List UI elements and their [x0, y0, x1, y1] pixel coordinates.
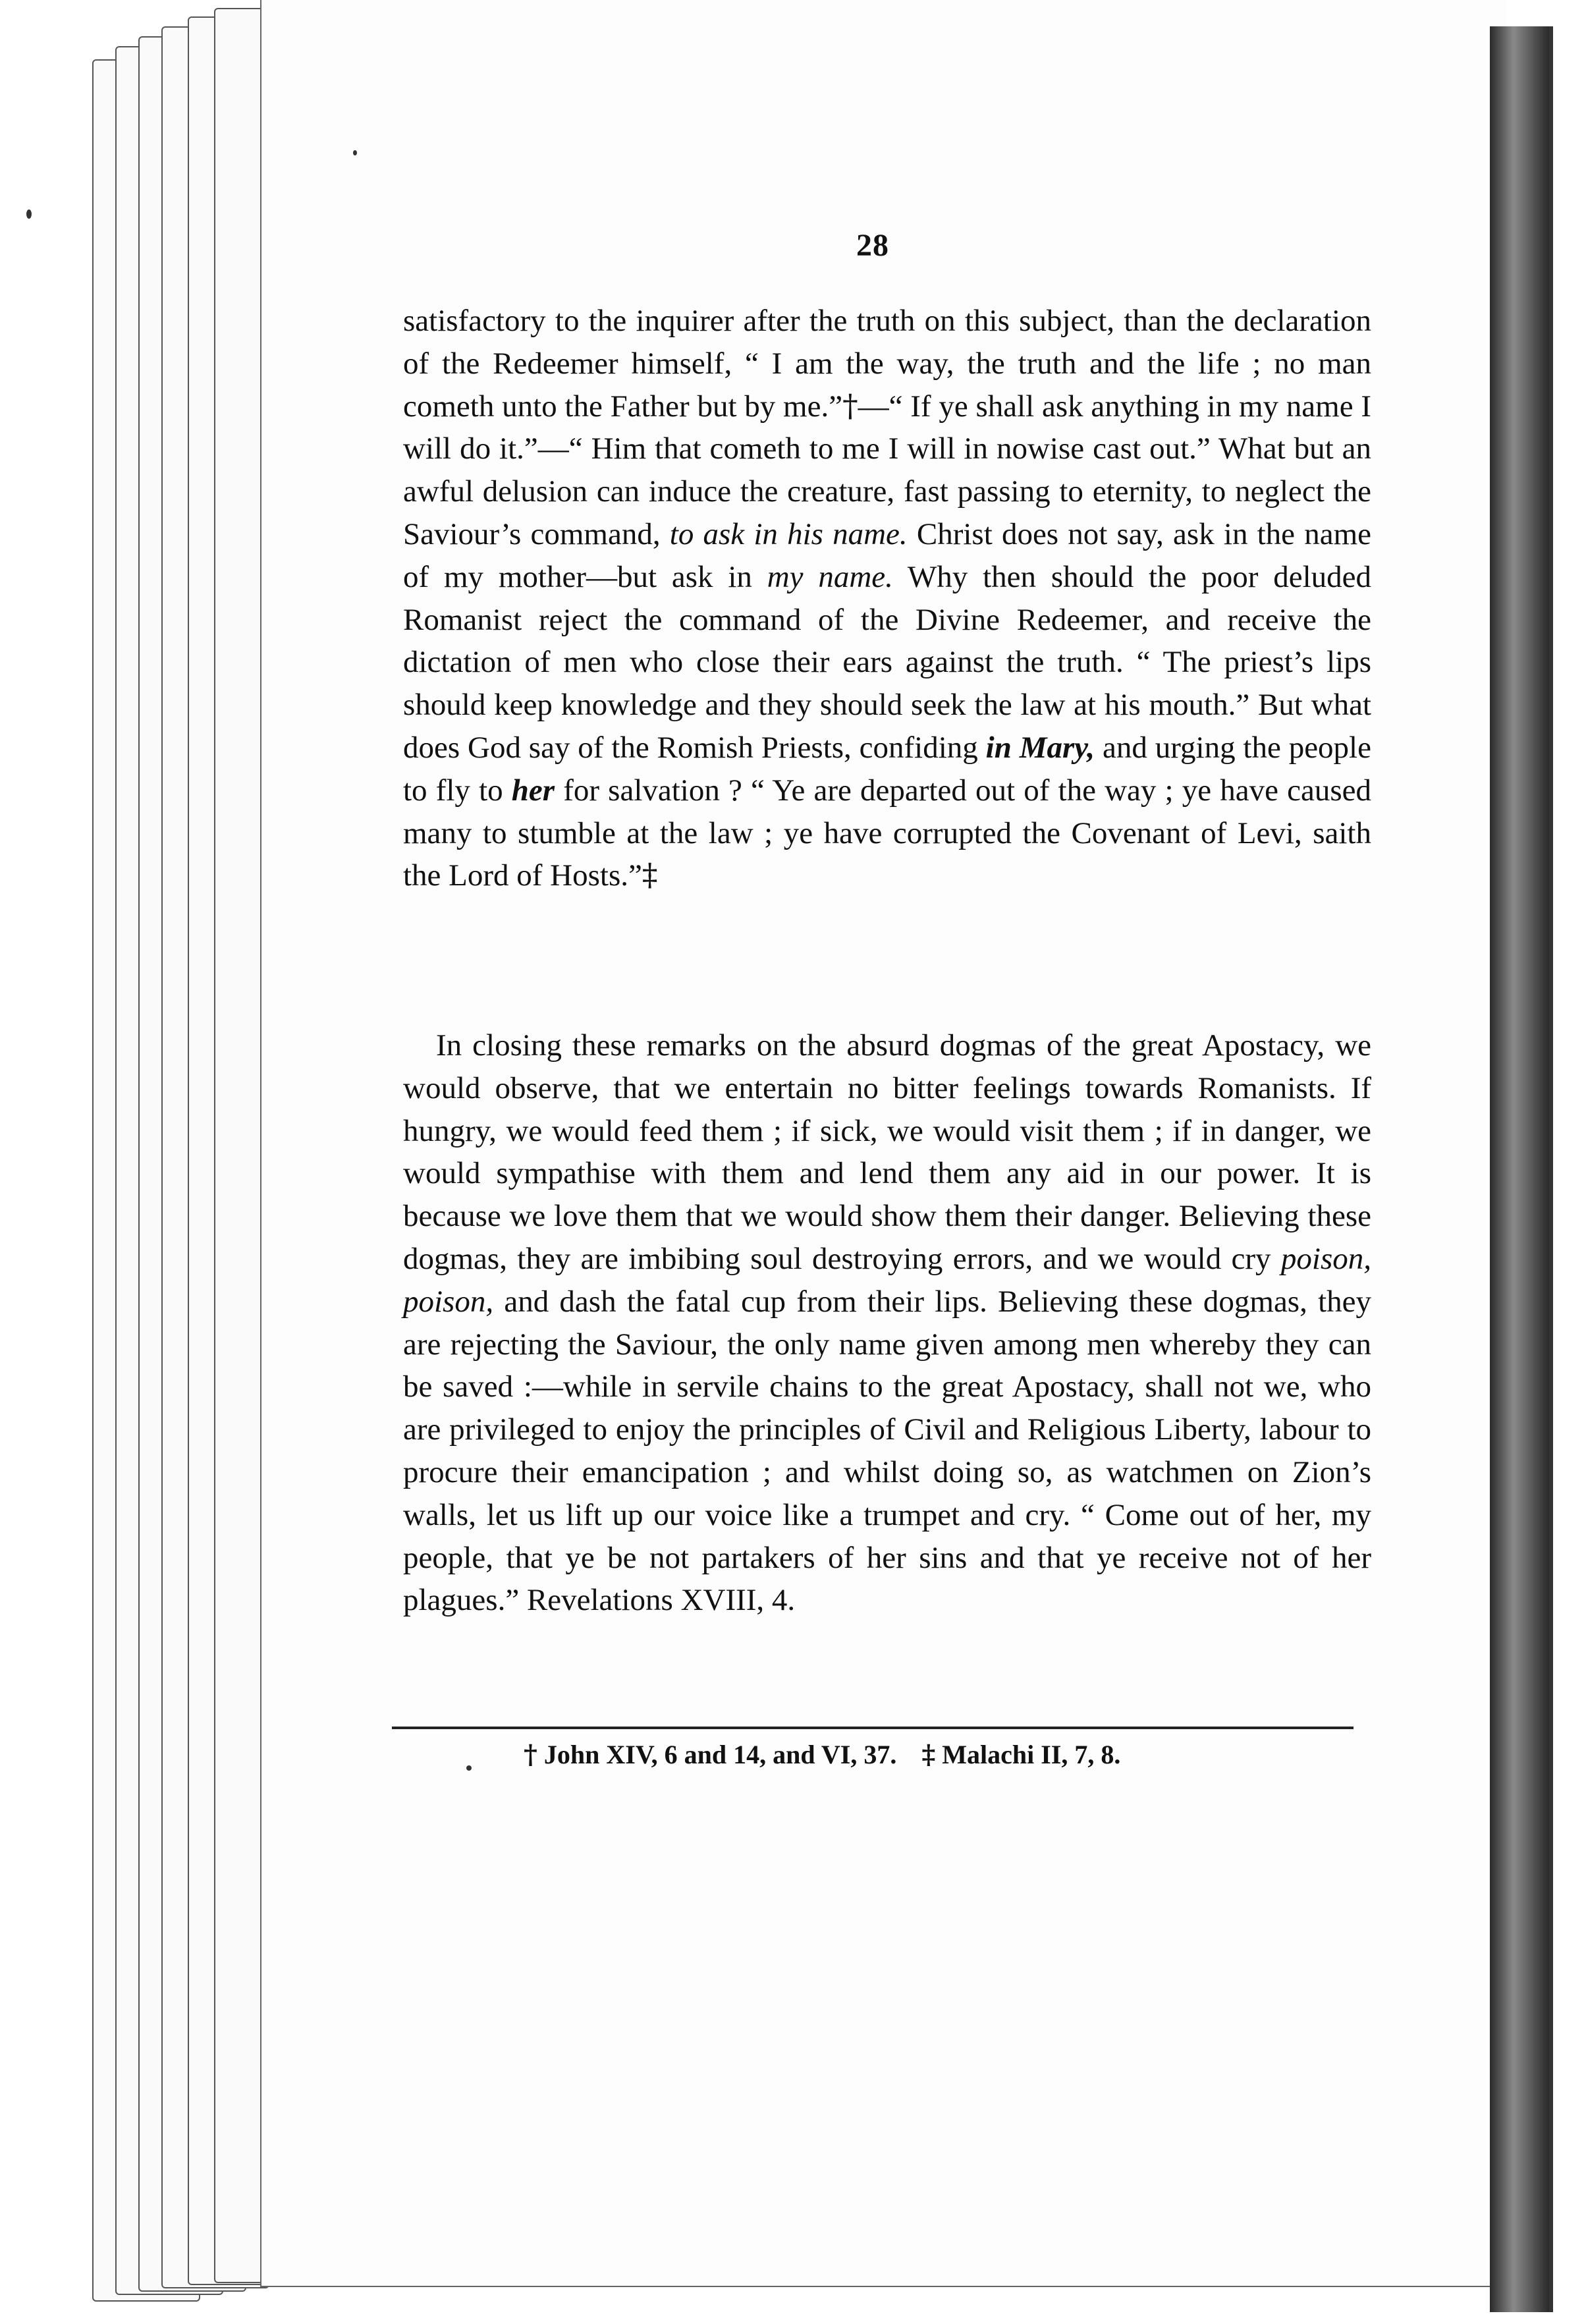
page-number: 28 — [856, 228, 889, 263]
italic-text: to ask in his name. — [669, 516, 908, 551]
footnote-ref-2: Malachi II, 7, 8. — [942, 1740, 1121, 1769]
scan-speck — [466, 1765, 472, 1771]
footnote-mark-dagger: † — [842, 387, 858, 424]
footnotes — [524, 1739, 1120, 1770]
paragraph-2 — [403, 1024, 1371, 1622]
paragraph-text: satisfactory to the inquirer after the truth on this subject, than the declaration of the Redeemer himself, “ I am the way, the truth and the life ; no man cometh unto the Father but by me.” — [403, 304, 1371, 424]
paragraph-text: and dash the fatal cup from their lips. Believing these dogmas, they are rejecting the Saviour, the only name given among men whereby they can be saved :—while in servile chains to the great Apostacy, shall not we, who are privileged to enjoy the principles of Civil and Religious Liberty, labour to procure their emancipation ; and whilst doing so, as watchmen on Zion’s walls, let us lift up our voice like a trumpet and cry. “ Come out of her, my people, that ye be not partakers of her sins and that ye receive not of her plagues.” Revelations XVIII, 4. — [403, 1284, 1371, 1618]
paragraph-text: In closing these remarks on the absurd dogmas of the great Apostacy, we would observe, that we entertain no bitter feelings towards Romanists. If hungry, we would feed them ; if sick, we would visit them ; if in danger, we would sympathise with them and lend them any aid in our power. It is because we love them that we would show them their danger. Believing these dogmas, they are imbibing soul destroying errors, and we would cry — [403, 1028, 1371, 1276]
footnote-rule — [392, 1727, 1354, 1729]
paragraph-text: —“ If ye shall ask anything in my name I will do it.”—“ Him that cometh to me I will in nowise cast out.” What but an awful delusion can induce the creature, fast passing to eternity, to neglect the Saviour’s command, — [403, 389, 1371, 551]
italic-text: poison, poison, — [403, 1241, 1371, 1319]
footnote-mark-double-dagger: ‡ — [921, 1739, 936, 1770]
gutter-line — [1549, 26, 1553, 2312]
footnote-mark-dagger: † — [524, 1739, 537, 1770]
footnote-ref-1: John XIV, 6 and 14, and VI, 37. — [543, 1740, 897, 1769]
paragraph-text: Christ does not say, ask in the name of my mother—but ask in — [403, 516, 1372, 594]
paragraph-text: and urging the people to fly to — [403, 730, 1371, 808]
book-gutter — [1490, 26, 1549, 2312]
scan-speck — [353, 150, 357, 155]
footnote-mark-double-dagger: ‡ — [642, 857, 658, 894]
paragraph-1 — [403, 300, 1371, 897]
italic-text: my name. — [767, 559, 893, 594]
italic-text: her — [511, 773, 555, 808]
paragraph-text: for salvation ? “ Ye are departed out of the way ; ye have caused many to stumble at the law ; ye have corrupted the Covenant of Levi, saith the Lord of Hosts.” — [403, 773, 1371, 893]
paragraph-text: Why then should the poor deluded Romanist reject the command of the Divine Redeemer, and receive the dictation of men who close their ears against the truth. “ The priest’s lips should keep knowledge and they should seek the law at his mouth.” But what does God say of the Romish Priests, confiding — [403, 559, 1371, 765]
scan-speck — [26, 209, 32, 219]
italic-text: in Mary, — [985, 730, 1095, 765]
